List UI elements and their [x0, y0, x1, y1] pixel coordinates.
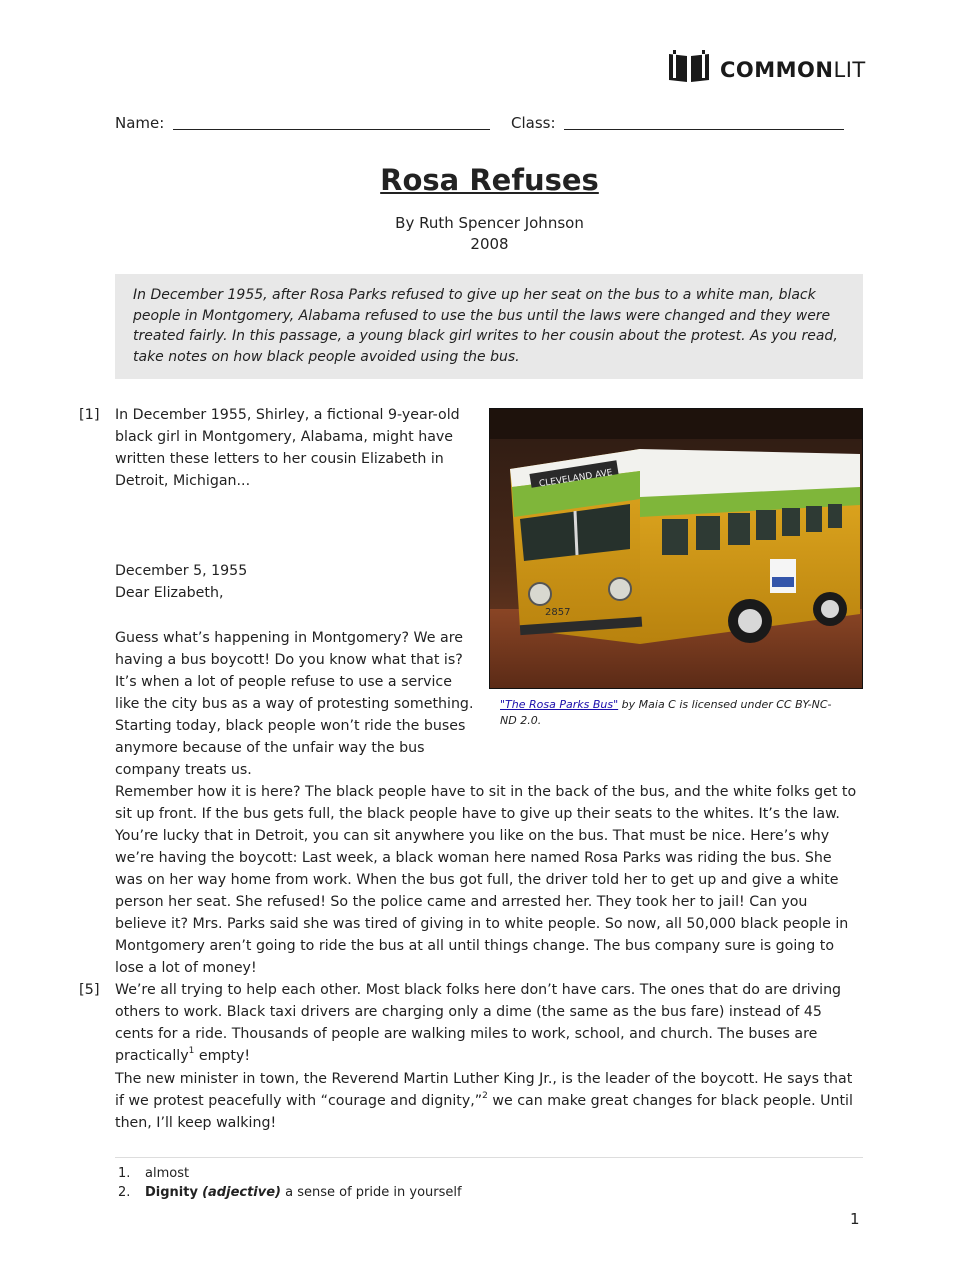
paragraph-5	[115, 979, 863, 1067]
footnote-text: almost	[145, 1166, 190, 1181]
brand-name: COMMONLIT	[720, 58, 866, 82]
paragraph-2: Guess what’s happening in Montgomery? We are having a bus boycott! Do you know what that is? It’s when a lot of people refuse to use a service like the city bus as a way of protesting something. Starting today, black people won’t ride the buses anymore because of the unfair way the bus company treats us.	[115, 630, 474, 778]
photo-caption	[500, 697, 845, 729]
paragraph-1: In December 1955, Shirley, a fictional 9-year-old black girl in Montgomery, Alabama, might have written these letters to her cousin Elizabeth in Detroit, Michigan...	[115, 407, 460, 489]
photo-license-text: by Maia C is licensed under CC BY-NC-ND 2.0.	[500, 698, 832, 727]
name-class-row	[115, 112, 855, 134]
publication-year: 2008	[470, 235, 509, 253]
page-title: Rosa Refuses	[380, 163, 599, 197]
paragraph-6-end: we can make great changes for black people. Until then, I’ll keep walking!	[115, 1093, 853, 1131]
paragraph-5-end: empty!	[194, 1048, 251, 1064]
commonlit-logo	[667, 52, 867, 88]
paragraph-number-1: [1]	[79, 407, 100, 423]
footnote-1	[118, 1165, 858, 1184]
rosa-parks-bus-photo	[489, 408, 863, 689]
footnote-2	[118, 1184, 858, 1203]
footnote-definition: a sense of pride in yourself	[281, 1184, 462, 1200]
page-number: 1	[850, 1210, 860, 1228]
footnote-ref-2[interactable]: 2	[482, 1091, 488, 1101]
footnote-ref-1[interactable]: 1	[188, 1046, 195, 1056]
letter-date: December 5, 1955	[115, 563, 248, 579]
footnote-number: 1.	[118, 1166, 131, 1181]
intro-box: In December 1955, after Rosa Parks refused to give up her seat on the bus to a white man, black people in Montgomery, Alabama refused to use the bus until the laws were changed and they were treated fairly. In this passage, a young black girl writes to her cousin about the protest. As you read, take notes on how black people avoided using the bus.	[115, 274, 863, 379]
name-label: Name:	[115, 114, 165, 132]
footnote-number: 2.	[118, 1184, 131, 1200]
name-blank-line[interactable]	[173, 129, 490, 130]
footnotes	[118, 1165, 858, 1202]
paragraph-6-text: The new minister in town, the Reverend Martin Luther King Jr., is the leader of the boycott. He says that if we protest peacefully with “courage and dignity,”	[115, 1071, 853, 1109]
paragraph-3: Remember how it is here? The black people have to sit in the back of the bus, and the white folks get to sit up front. If the bus gets full, the black people have to give up their seats to the whites. It’s the law. You’re lucky that in Detroit, you can sit anywhere you like on the bus. That must be nice. Here’s why we’re having the boycott: Last week, a black woman here named Rosa Parks was riding the bus. She was on her way home from work. When the bus got full, the driver told her to get up and give a white person her seat. She refused! So the police came and arrested her. They took her to jail! Can you believe it? Mrs. Parks said she was tired of giving in to white people. So now, all 50,000 black people in Montgomery aren’t going to ride the bus at all until things change. The bus company sure is going to lose a lot of money!	[115, 784, 857, 976]
paragraph-6	[115, 1068, 863, 1134]
photo-source-link[interactable]: "The Rosa Parks Bus"	[500, 698, 619, 711]
book-icon	[667, 50, 711, 91]
bus-destination-sign: CLEVELAND AVE	[538, 468, 614, 490]
footnote-part-of-speech: (adjective)	[202, 1184, 281, 1200]
byline-block	[0, 213, 979, 255]
letter-heading	[115, 560, 480, 604]
bus-number: 2857	[545, 607, 571, 618]
paragraph-number-5: [5]	[79, 982, 100, 998]
letter-greeting: Dear Elizabeth,	[115, 585, 224, 601]
footnote-term: Dignity	[145, 1184, 198, 1200]
class-label: Class:	[511, 114, 556, 132]
paragraph-5-text: We’re all trying to help each other. Most black folks here don’t have cars. The ones that do are driving others to work. Black taxi drivers are charging only a dime (the same as the bus fare) instead of 45 cents for a ride. Thousands of people are walking miles to work, school, and church. The buses are practically	[115, 982, 842, 1064]
byline: By Ruth Spencer Johnson	[395, 214, 584, 232]
class-blank-line[interactable]	[564, 129, 844, 130]
footnote-divider	[115, 1157, 863, 1158]
